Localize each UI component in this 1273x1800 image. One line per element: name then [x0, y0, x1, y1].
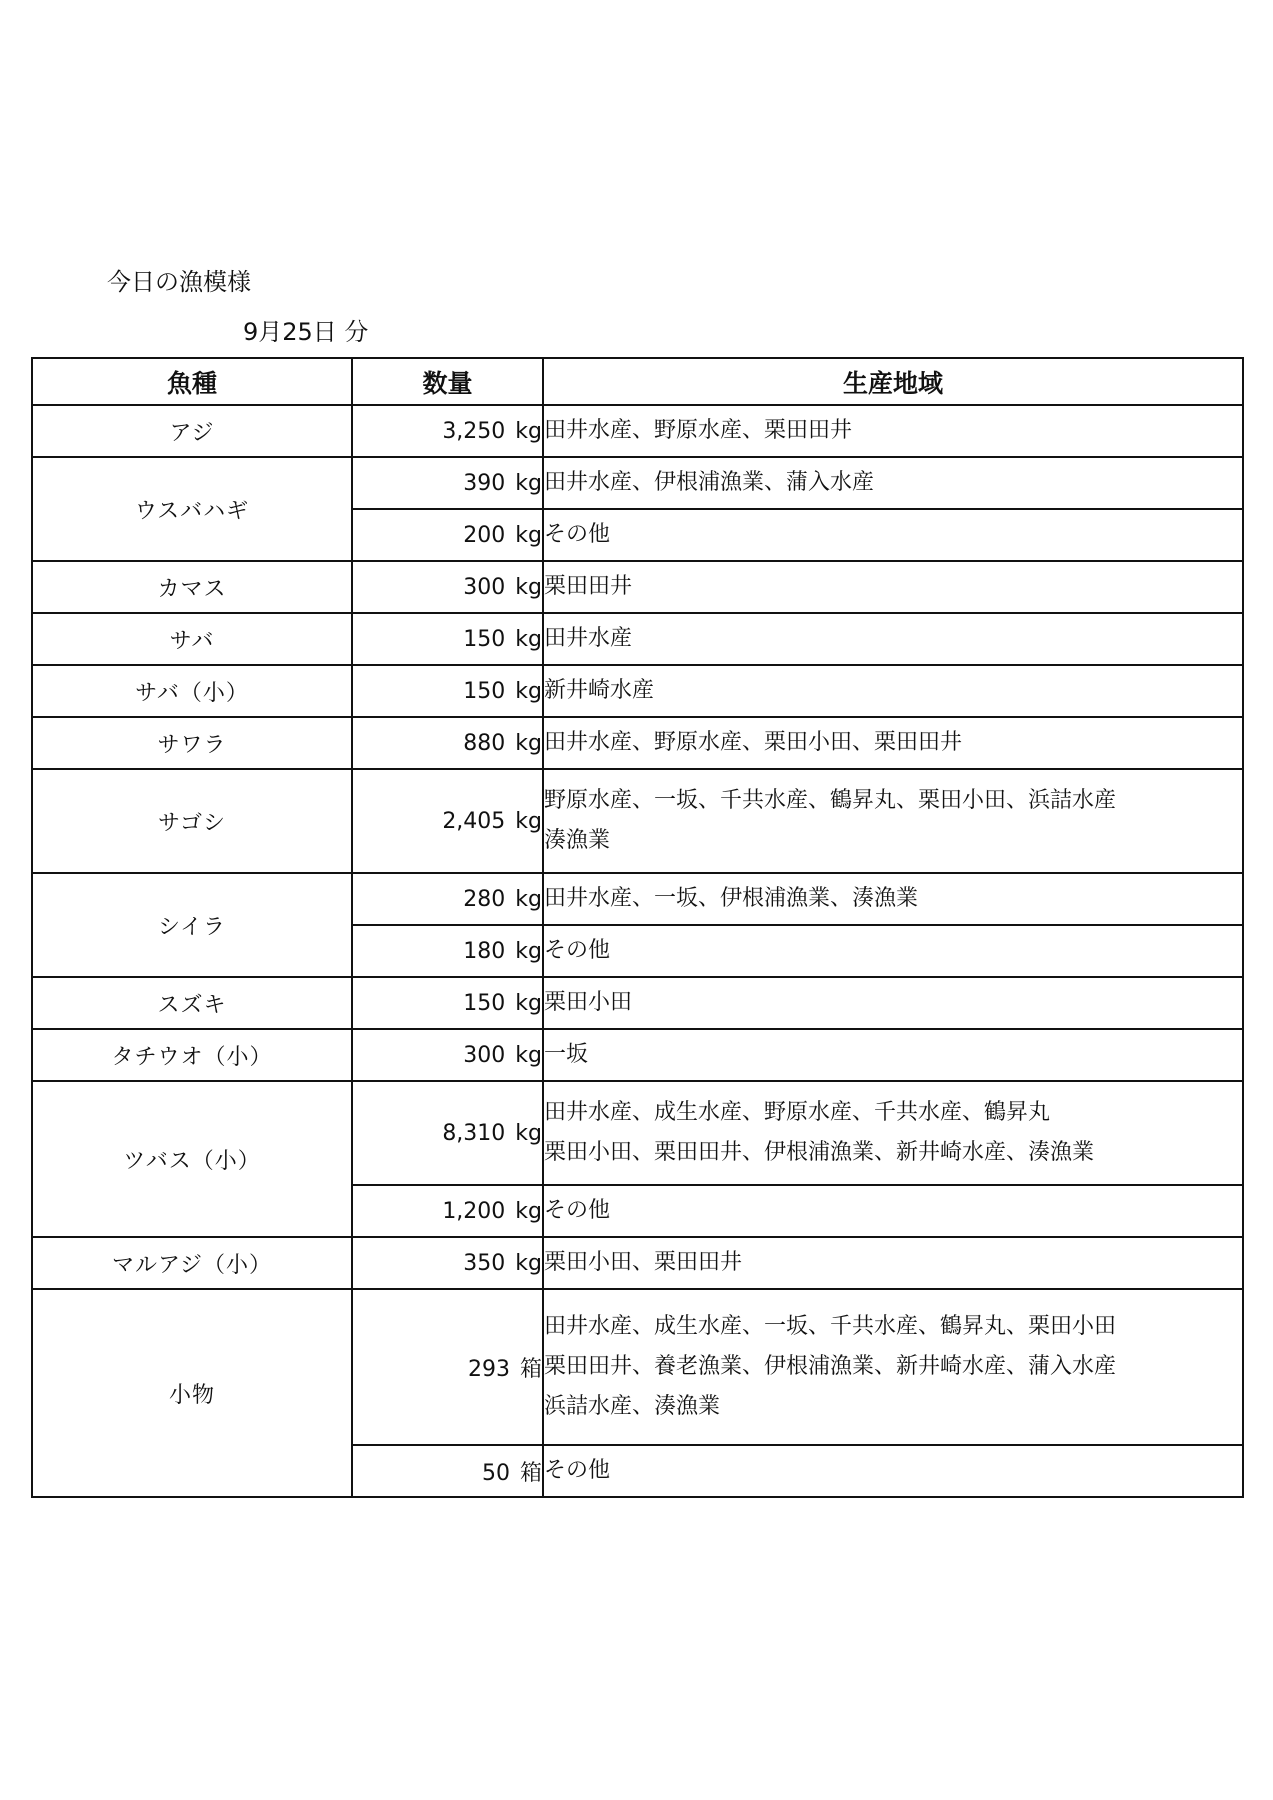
fish-species-cell: シイラ [32, 873, 352, 977]
region-line: その他 [544, 522, 611, 547]
region-line: 栗田小田、栗田田井 [544, 1250, 743, 1275]
fish-species-cell: サワラ [32, 717, 352, 769]
region-line: 湊漁業 [544, 828, 611, 853]
table-row [32, 769, 1243, 873]
fish-species-cell: サゴシ [32, 769, 352, 873]
date-label: 9月25日 分 [243, 318, 369, 346]
fish-species-cell: ツバス（小） [32, 1081, 352, 1237]
quantity-cell: 293 箱 [352, 1289, 543, 1445]
header-quantity: 数量 [352, 358, 543, 405]
production-region-cell [543, 561, 1243, 613]
header-fish-species: 魚種 [32, 358, 352, 405]
region-line: 栗田田井 [544, 574, 633, 599]
table-row [32, 561, 1243, 613]
table-row [32, 1289, 1243, 1445]
quantity-cell: 880 kg [352, 717, 543, 769]
production-region-cell [543, 1029, 1243, 1081]
fish-species-cell: カマス [32, 561, 352, 613]
production-region-cell [543, 925, 1243, 977]
quantity-cell: 50 箱 [352, 1445, 543, 1497]
region-line: 一坂 [544, 1042, 589, 1067]
region-line: 栗田小田、栗田田井、伊根浦漁業、新井崎水産、湊漁業 [544, 1140, 1095, 1165]
quantity-cell: 8,310 kg [352, 1081, 543, 1185]
table-row [32, 1029, 1243, 1081]
production-region-cell [543, 769, 1243, 873]
table-row [32, 1237, 1243, 1289]
quantity-cell: 150 kg [352, 977, 543, 1029]
region-line: 田井水産 [544, 626, 633, 651]
table-row [32, 665, 1243, 717]
fish-species-cell: サバ（小） [32, 665, 352, 717]
table-row [32, 613, 1243, 665]
header-production-region: 生産地域 [543, 358, 1243, 405]
production-region-cell [543, 1185, 1243, 1237]
region-line: その他 [544, 1198, 611, 1223]
table-header [32, 358, 1243, 405]
region-line: 新井崎水産 [544, 678, 655, 703]
fish-species-cell: アジ [32, 405, 352, 457]
catch-table [31, 357, 1244, 1498]
fish-species-cell: 小物 [32, 1289, 352, 1497]
region-line: 田井水産、野原水産、栗田田井 [544, 418, 853, 443]
page-title: 今日の漁模様 [107, 268, 251, 296]
production-region-cell [543, 509, 1243, 561]
table-row [32, 717, 1243, 769]
production-region-cell [543, 613, 1243, 665]
region-line: 栗田田井、養老漁業、伊根浦漁業、新井崎水産、蒲入水産 [544, 1354, 1117, 1379]
table-row [32, 873, 1243, 925]
table-row [32, 977, 1243, 1029]
table-row [32, 457, 1243, 509]
fish-species-cell: タチウオ（小） [32, 1029, 352, 1081]
quantity-cell: 3,250 kg [352, 405, 543, 457]
production-region-cell [543, 873, 1243, 925]
quantity-cell: 1,200 kg [352, 1185, 543, 1237]
region-line: 田井水産、成生水産、野原水産、千共水産、鶴昇丸 [544, 1100, 1051, 1125]
region-line: 栗田小田 [544, 990, 633, 1015]
production-region-cell [543, 977, 1243, 1029]
quantity-cell: 300 kg [352, 1029, 543, 1081]
fish-species-cell: ウスバハギ [32, 457, 352, 561]
region-line: 野原水産、一坂、千共水産、鶴昇丸、栗田小田、浜詰水産 [544, 788, 1117, 813]
region-line: 田井水産、一坂、伊根浦漁業、湊漁業 [544, 886, 919, 911]
production-region-cell [543, 405, 1243, 457]
quantity-cell: 200 kg [352, 509, 543, 561]
quantity-cell: 2,405 kg [352, 769, 543, 873]
fish-species-cell: マルアジ（小） [32, 1237, 352, 1289]
region-line: 田井水産、野原水産、栗田小田、栗田田井 [544, 730, 963, 755]
region-line: 田井水産、伊根浦漁業、蒲入水産 [544, 470, 875, 495]
region-line: 田井水産、成生水産、一坂、千共水産、鶴昇丸、栗田小田 [544, 1314, 1117, 1339]
fish-species-cell: スズキ [32, 977, 352, 1029]
production-region-cell [543, 457, 1243, 509]
production-region-cell [543, 717, 1243, 769]
production-region-cell [543, 1445, 1243, 1497]
production-region-cell [543, 1289, 1243, 1445]
quantity-cell: 150 kg [352, 665, 543, 717]
region-line: その他 [544, 938, 611, 963]
region-line: 浜詰水産、湊漁業 [544, 1394, 721, 1419]
header-row [32, 358, 1243, 405]
quantity-cell: 350 kg [352, 1237, 543, 1289]
table-row [32, 1081, 1243, 1185]
production-region-cell [543, 665, 1243, 717]
quantity-cell: 280 kg [352, 873, 543, 925]
table-row [32, 405, 1243, 457]
table-body [32, 405, 1243, 1497]
quantity-cell: 150 kg [352, 613, 543, 665]
quantity-cell: 390 kg [352, 457, 543, 509]
fish-species-cell: サバ [32, 613, 352, 665]
production-region-cell [543, 1237, 1243, 1289]
production-region-cell [543, 1081, 1243, 1185]
quantity-cell: 180 kg [352, 925, 543, 977]
region-line: その他 [544, 1458, 611, 1483]
quantity-cell: 300 kg [352, 561, 543, 613]
